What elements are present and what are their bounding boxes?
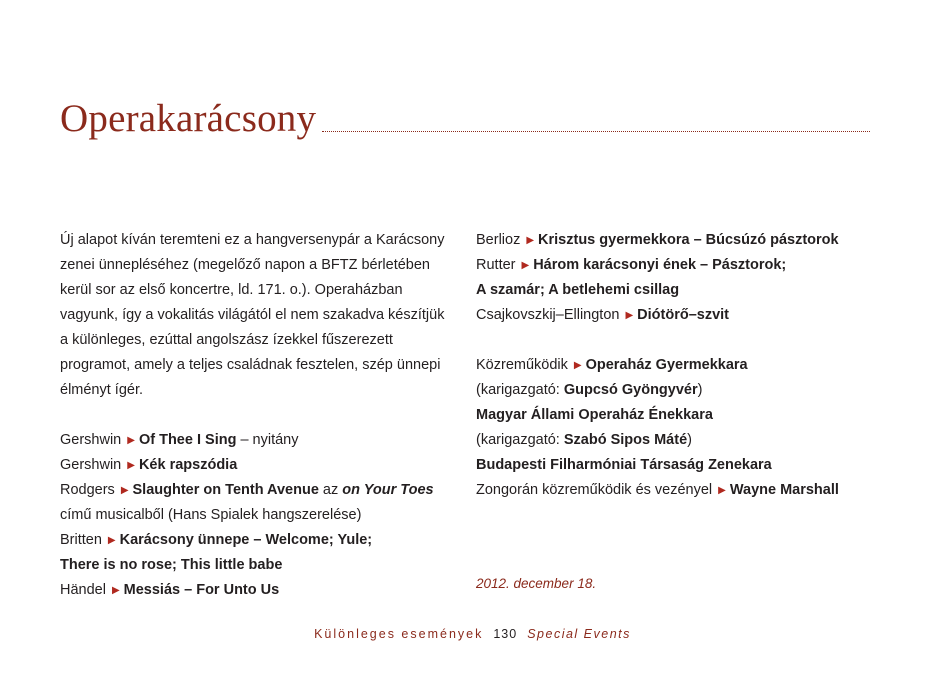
title-row: [60, 88, 870, 138]
arrow-right-icon: ▶: [107, 535, 116, 546]
intro-line: a különleges, ezúttal angolszász ízekkel fűszerezett: [60, 332, 393, 348]
arrow-right-icon: ▶: [573, 360, 582, 371]
performer-role: (karigazgató:: [476, 382, 564, 398]
arrow-right-icon: ▶: [111, 585, 120, 596]
spacer: [60, 403, 450, 428]
performer-item: [476, 378, 876, 403]
program-item: [476, 228, 876, 253]
composer: Rutter: [476, 257, 516, 273]
work-title: Slaughter on Tenth Avenue: [132, 482, 319, 498]
program-item: [476, 303, 876, 328]
composer: Berlioz: [476, 232, 521, 248]
arrow-right-icon: ▶: [521, 260, 530, 271]
performer-item: [476, 453, 876, 478]
performer-role-close: ): [687, 432, 692, 448]
arrow-right-icon: ▶: [718, 485, 726, 496]
program-item: [60, 428, 450, 453]
performer-item: [476, 403, 876, 428]
work-title: There is no rose; This little babe: [60, 557, 283, 573]
program-item: [60, 478, 450, 503]
work-title: Messiás – For Unto Us: [123, 582, 280, 598]
composer: Rodgers: [60, 482, 115, 498]
arrow-right-icon: ▶: [526, 235, 535, 246]
performer-role-close: ): [697, 382, 703, 398]
arrow-right-icon: ▶: [625, 310, 634, 321]
arrow-right-icon: ▶: [127, 435, 135, 446]
performers-list: [476, 353, 876, 503]
intro-line: programot, amely a teljes családnak fesztelen, szép ünnepi: [60, 357, 441, 373]
program-item: [60, 528, 450, 553]
program-item-continuation: [60, 553, 450, 578]
left-column: [60, 228, 450, 603]
work-title: Of Thee I Sing: [138, 432, 237, 448]
arrow-right-icon: ▶: [127, 460, 135, 471]
program-item-continuation: [60, 503, 450, 528]
spacer: [476, 328, 876, 353]
intro-line: kerül sor az első koncertre, ld. 171. o.). Operaházban: [60, 282, 403, 298]
work-title: Diótörő–szvit: [637, 307, 729, 323]
composer: Händel: [60, 582, 106, 598]
program-list: [476, 228, 876, 328]
work-title: Karácsony ünnepe – Welcome; Yule;: [119, 532, 373, 548]
performer-role: (karigazgató:: [476, 432, 564, 448]
performer-label: Zongorán közreműködik és vezényel: [476, 482, 713, 498]
program-item-continuation: [476, 278, 876, 303]
intro-paragraph: [60, 228, 450, 403]
work-title: Három karácsonyi ének – Pásztorok;: [533, 257, 787, 273]
performer-item: [476, 478, 876, 503]
performer-label: Közreműködik: [476, 357, 568, 373]
performer-name: Gupcsó Gyöngyvér: [563, 382, 698, 398]
program-item: [60, 578, 450, 603]
footer-section-en: Special Events: [527, 627, 631, 641]
page-footer: [0, 627, 945, 641]
intro-line: zenei ünnepléséhez (megelőző napon a BFTZ bérletében: [60, 257, 430, 273]
program-item: [60, 453, 450, 478]
arrow-right-icon: ▶: [120, 485, 129, 496]
performer-item: [476, 353, 876, 378]
page-number: 130: [493, 627, 518, 641]
work-title: Krisztus gyermekkora – Búcsúzó pásztorok: [538, 232, 839, 248]
show-title: on Your Toes: [342, 482, 434, 498]
performer-name: Operaház Gyermekkara: [585, 357, 748, 373]
composer: Gershwin: [60, 432, 122, 448]
performer-name: Magyar Állami Operaház Énekkara: [476, 407, 713, 423]
program-item: [476, 253, 876, 278]
work-title: Kék rapszódia: [138, 457, 238, 473]
connector-text: az: [318, 482, 343, 498]
performer-item: [476, 428, 876, 453]
composer: Britten: [60, 532, 102, 548]
work-suffix: – nyitány: [236, 432, 299, 448]
work-title: A szamár; A betlehemi csillag: [476, 282, 680, 298]
program-list: [60, 428, 450, 603]
right-column: [476, 228, 876, 503]
performer-name: Szabó Sipos Máté: [563, 432, 688, 448]
performer-name: Wayne Marshall: [729, 482, 839, 498]
title-dotted-leader: [322, 131, 870, 132]
intro-line: vagyunk, így a vokalitás világától el nem szakadva készítjük: [60, 307, 445, 323]
page-title: Operakarácsony: [60, 97, 317, 140]
event-date: 2012. december 18.: [476, 576, 597, 591]
work-note: című musicalből (Hans Spialek hangszerelése): [60, 507, 362, 523]
intro-line: élményt ígér.: [60, 382, 144, 398]
composer: Csajkovszkij–Ellington: [476, 307, 620, 323]
composer: Gershwin: [60, 457, 122, 473]
footer-section-hu: Különleges események: [314, 627, 484, 641]
performer-name: Budapesti Filharmóniai Társaság Zenekara: [476, 457, 772, 473]
intro-line: Új alapot kíván teremteni ez a hangversenypár a Karácsony: [60, 232, 445, 248]
